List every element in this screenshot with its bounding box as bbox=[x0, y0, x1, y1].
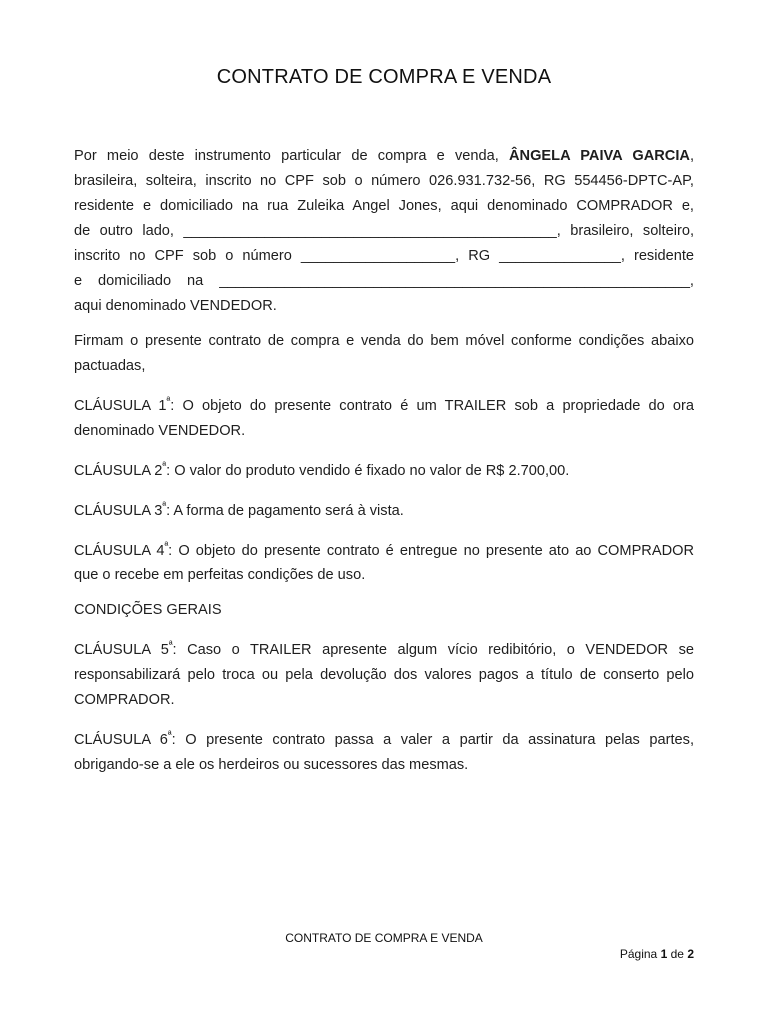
clause-6: CLÁUSULA $6^ª$: O presente contrato passa a valer a partir da assinatura pelas partes, obrigando-se a ele os herdeiros ou sucessores das mesmas. bbox=[74, 730, 695, 774]
intro-line-2: brasileira, solteira, inscrito no CPF sob o número 026.931.732-56, RG 554456-DPTC-AP, bbox=[74, 173, 694, 189]
intro-line-3: residente e domiciliado na rua Zuleika Angel Jones, aqui denominado COMPRADOR e, bbox=[74, 198, 694, 214]
intro-line-1: Por meio deste instrumento particular de compra e venda, ÂNGELA PAIVA GARCIA, bbox=[74, 148, 695, 164]
clause-1: CLÁUSULA $1^ª$: O objeto do presente contrato é um TRAILER sob a propriedade do ora denominado VENDEDOR. bbox=[74, 396, 695, 439]
page-number: Página 1 de 2 bbox=[619, 947, 694, 961]
intro-line-7: aqui denominado VENDEDOR. bbox=[74, 298, 277, 314]
firmam-paragraph: Firmam o presente contrato de compra e venda do bem móvel conforme condições abaixo pactuadas, bbox=[74, 333, 694, 374]
intro-line-6: e domiciliado na __________________________________________________________, bbox=[74, 273, 694, 289]
intro-line-5: inscrito no CPF sob o número ___________________, RG _______________, residente bbox=[74, 248, 694, 264]
intro-paragraph bbox=[74, 144, 694, 319]
clause-2: CLÁUSULA $2^ª$: O valor do produto vendido é fixado no valor de R$ 2.700,00. bbox=[74, 460, 570, 479]
footer-title: CONTRATO DE COMPRA E VENDA bbox=[285, 931, 483, 945]
document-title: CONTRATO DE COMPRA E VENDA bbox=[216, 66, 552, 88]
contract-body bbox=[74, 144, 694, 788]
clause-4: CLÁUSULA $4^ª$: O objeto do presente contrato é entregue no presente ato ao COMPRADOR que o recebe em perfeitas condições de uso. bbox=[74, 540, 695, 584]
clause-5: CLÁUSULA $5^ª$: Caso o TRAILER apresente algum vício redibitório, o VENDEDOR se responsabilizará pelo troca ou pela devolução dos valores pagos a título de conserto pelo COMPRADOR. bbox=[74, 640, 694, 709]
clause-3: CLÁUSULA $3^ª$: A forma de pagamento será à vista. bbox=[74, 500, 404, 519]
general-conditions-heading: CONDIÇÕES GERAIS bbox=[74, 602, 222, 619]
intro-line-4: de outro lado, ______________________________________________, brasileiro, solteiro, bbox=[74, 223, 694, 239]
buyer-name: ÂNGELA PAIVA GARCIA bbox=[509, 148, 690, 164]
